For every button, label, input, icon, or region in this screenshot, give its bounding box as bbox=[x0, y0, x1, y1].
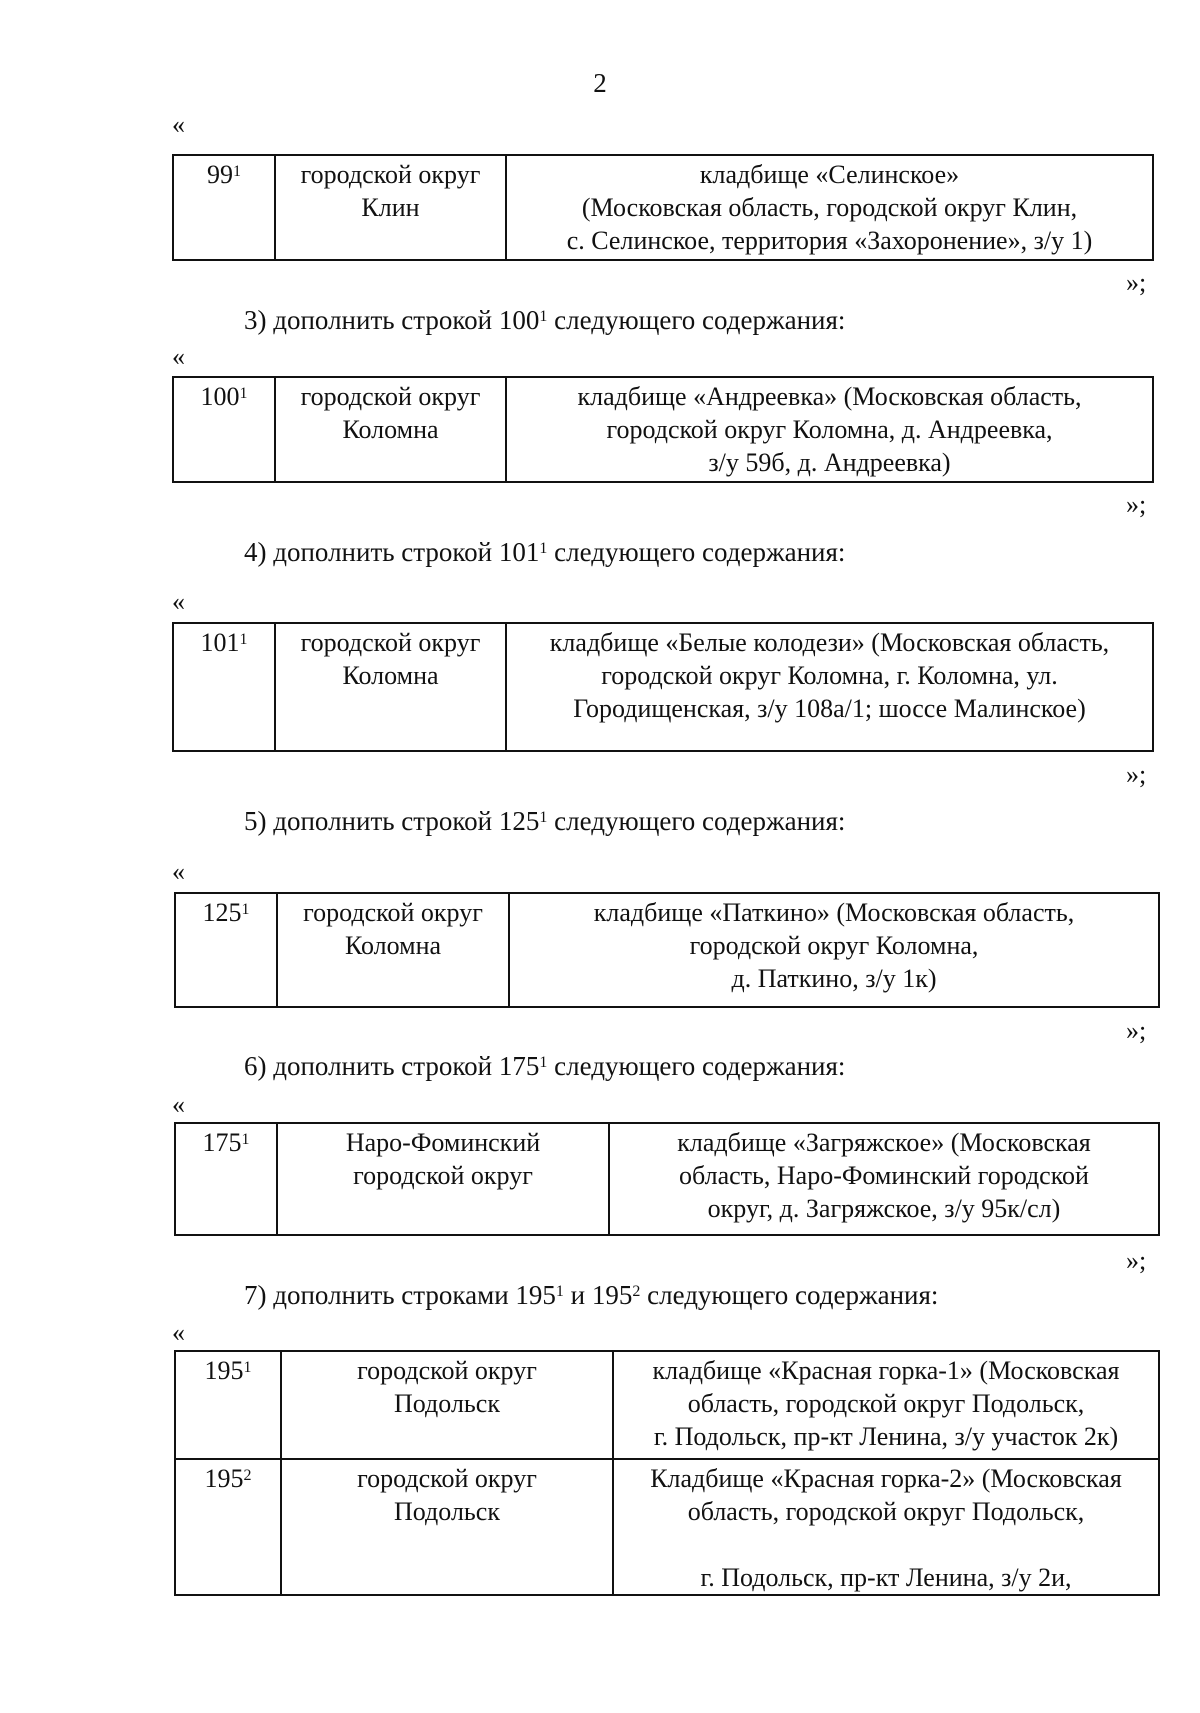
row-number: $195^2$ bbox=[175, 1459, 281, 1595]
table-row bbox=[175, 1351, 1159, 1459]
okrug-cell: городской округ Подольск bbox=[281, 1351, 613, 1459]
entry-table bbox=[172, 154, 1154, 261]
row-number: $101^1$ bbox=[173, 623, 275, 751]
close-quote: »; bbox=[1126, 760, 1147, 789]
row-number: $99^1$ bbox=[173, 155, 275, 260]
open-quote: « bbox=[172, 110, 185, 139]
instruction-5: 5) дополнить строкой $125^1$ следующего содержания: bbox=[244, 806, 846, 836]
page-number: 2 bbox=[593, 68, 607, 98]
cemetery-cell: Кладбище «Красная горка-2» (Московская область, городской округ Подольск, г. Подольск, пр-кт Ленина, з/у 2и, bbox=[613, 1459, 1159, 1595]
table-row bbox=[175, 893, 1159, 1007]
table-row bbox=[173, 155, 1153, 260]
instruction-6: 6) дополнить строкой $175^1$ следующего содержания: bbox=[244, 1051, 846, 1081]
okrug-cell: Наро-Фоминский городской округ bbox=[277, 1123, 609, 1235]
cemetery-cell: кладбище «Селинское» (Московская область, городской округ Клин, с. Селинское, территория «Захоронение», з/у 1) bbox=[506, 155, 1153, 260]
instruction-3: 3) дополнить строкой $100^1$ следующего содержания: bbox=[244, 305, 846, 335]
table-row bbox=[175, 1123, 1159, 1235]
entry-table bbox=[172, 376, 1154, 483]
okrug-cell: городской округ Клин bbox=[275, 155, 506, 260]
close-quote: »; bbox=[1126, 1016, 1147, 1045]
open-quote: « bbox=[172, 857, 185, 886]
row-number: $100^1$ bbox=[173, 377, 275, 482]
open-quote: « bbox=[172, 587, 185, 616]
cemetery-cell: кладбище «Андреевка» (Московская область, городской округ Коломна, д. Андреевка, з/у 59б, д. Андреевка) bbox=[506, 377, 1153, 482]
entry-table bbox=[172, 622, 1154, 752]
close-quote: »; bbox=[1126, 490, 1147, 519]
cemetery-cell: кладбище «Паткино» (Московская область, городской округ Коломна, д. Паткино, з/у 1к) bbox=[509, 893, 1159, 1007]
okrug-cell: городской округ Коломна bbox=[277, 893, 509, 1007]
table-row bbox=[173, 623, 1153, 751]
table-row bbox=[175, 1459, 1159, 1595]
okrug-cell: городской округ Коломна bbox=[275, 623, 506, 751]
okrug-cell: городской округ Коломна bbox=[275, 377, 506, 482]
entry-table bbox=[174, 892, 1160, 1008]
open-quote: « bbox=[172, 1318, 185, 1347]
close-quote: »; bbox=[1126, 1246, 1147, 1275]
open-quote: « bbox=[172, 342, 185, 371]
entry-table bbox=[174, 1122, 1160, 1236]
cemetery-cell: кладбище «Красная горка-1» (Московская область, городской округ Подольск, г. Подольск, пр-кт Ленина, з/у участок 2к) bbox=[613, 1351, 1159, 1459]
row-number: $125^1$ bbox=[175, 893, 277, 1007]
cemetery-cell: кладбище «Загряжское» (Московская область, Наро-Фоминский городской округ, д. Загряжское, з/у 95к/сл) bbox=[609, 1123, 1159, 1235]
table-row bbox=[173, 377, 1153, 482]
okrug-cell: городской округ Подольск bbox=[281, 1459, 613, 1595]
row-number: $175^1$ bbox=[175, 1123, 277, 1235]
instruction-4: 4) дополнить строкой $101^1$ следующего содержания: bbox=[244, 537, 846, 567]
row-number: $195^1$ bbox=[175, 1351, 281, 1459]
cemetery-cell: кладбище «Белые колодези» (Московская область, городской округ Коломна, г. Коломна, ул. Городищенская, з/у 108а/1; шоссе Малинское) bbox=[506, 623, 1153, 751]
open-quote: « bbox=[172, 1090, 185, 1119]
instruction-7: 7) дополнить строками $195^1$ и $195^2$ следующего содержания: bbox=[244, 1280, 939, 1310]
close-quote: »; bbox=[1126, 268, 1147, 297]
entry-table bbox=[174, 1350, 1160, 1596]
